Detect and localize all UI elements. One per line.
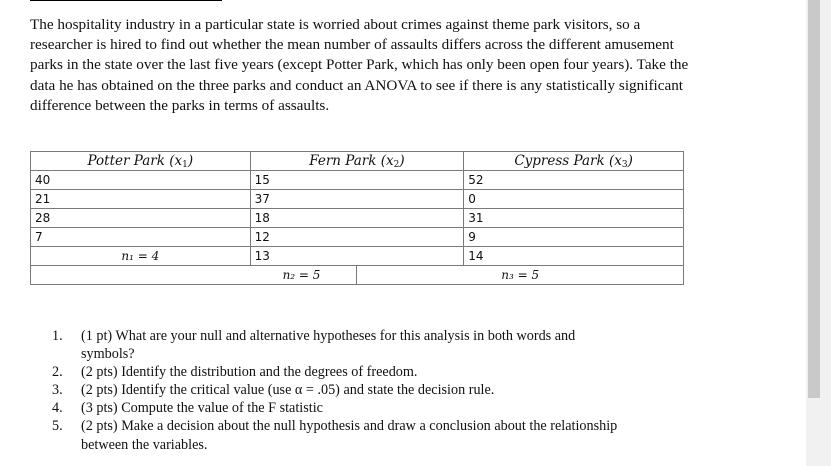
question-item bbox=[52, 417, 632, 453]
cell-x3: 0 bbox=[464, 190, 684, 209]
header-label: Cypress Park bbox=[514, 152, 605, 169]
question-number: 1. bbox=[52, 328, 63, 344]
question-text: (2 pts) Identify the critical value (use α = .05) and state the decision rule. bbox=[81, 382, 495, 399]
cell-n1: n₁ = 4 bbox=[31, 247, 251, 266]
question-text: (2 pts) Identify the distribution and the degrees of freedom. bbox=[81, 364, 418, 381]
header-potter-park bbox=[31, 152, 251, 171]
cell-x1: 7 bbox=[31, 228, 251, 247]
header-fern-park bbox=[250, 152, 464, 171]
cell-n3: n₃ = 5 bbox=[357, 266, 684, 285]
cell-x3: 31 bbox=[464, 209, 684, 228]
header-sub: 3 bbox=[621, 159, 628, 170]
header-close: ) bbox=[187, 152, 194, 169]
question-item bbox=[52, 327, 632, 363]
question-list bbox=[52, 327, 632, 454]
question-text: (3 pts) Compute the value of the F statistic bbox=[81, 400, 323, 417]
table-row bbox=[31, 228, 684, 247]
question-number: 2. bbox=[52, 364, 63, 381]
table-row bbox=[31, 209, 684, 228]
header-var: (x bbox=[169, 152, 183, 169]
scrollbar-thumb[interactable] bbox=[808, 0, 820, 398]
table-row bbox=[31, 171, 684, 190]
question-item bbox=[52, 381, 632, 399]
cell-x2: 12 bbox=[250, 228, 464, 247]
header-label: Potter Park bbox=[87, 152, 165, 169]
table-row bbox=[31, 247, 684, 266]
header-sub: 2 bbox=[393, 159, 400, 170]
table-row bbox=[31, 266, 684, 285]
question-text: (2 pts) Make a decision about the null hypothesis and draw a conclusion about the relationship between the variables. bbox=[81, 418, 618, 453]
cell-x1: 28 bbox=[31, 209, 251, 228]
header-label: Fern Park bbox=[309, 152, 377, 169]
header-cypress-park bbox=[464, 152, 684, 171]
cell-x2: 37 bbox=[250, 190, 464, 209]
question-item bbox=[52, 399, 632, 417]
cell-x2: 15 bbox=[250, 171, 464, 190]
question-number: 4. bbox=[52, 400, 63, 417]
question-number: 5. bbox=[52, 418, 63, 435]
table-header-row bbox=[31, 152, 684, 171]
header-sub: 1 bbox=[182, 159, 188, 170]
cell-x2: 13 bbox=[250, 247, 464, 266]
question-number: 3. bbox=[52, 382, 63, 399]
header-var: (x bbox=[380, 152, 394, 169]
cell-x3: 9 bbox=[464, 228, 684, 247]
question-text: (1 pt) What are your null and alternative hypotheses for this analysis in both words and symbols? bbox=[81, 328, 576, 363]
header-close: ) bbox=[399, 152, 405, 169]
top-divider bbox=[30, 0, 222, 1]
problem-statement: The hospitality industry in a particular state is worried about crimes against theme park visitors, so a researcher is hired to find out whether the mean number of assaults differs across the different amusement parks in the state over the last five years (except Potter Park, which has only been open four years). Take the data he has obtained on the three parks and conduct an ANOVA to see if there is any statistically significant difference between the parks in terms of assaults. bbox=[30, 16, 689, 114]
header-var: (x bbox=[608, 152, 622, 169]
cell-x2: 18 bbox=[250, 209, 464, 228]
table-row bbox=[31, 190, 684, 209]
header-close: ) bbox=[627, 152, 633, 169]
cell-x3: 52 bbox=[464, 171, 684, 190]
question-item bbox=[52, 363, 632, 381]
cell-x1: 21 bbox=[31, 190, 251, 209]
cell-x3: 14 bbox=[464, 247, 684, 266]
cell-n2: n₂ = 5 bbox=[31, 266, 357, 285]
data-table bbox=[30, 151, 684, 285]
cell-x1: 40 bbox=[31, 171, 251, 190]
